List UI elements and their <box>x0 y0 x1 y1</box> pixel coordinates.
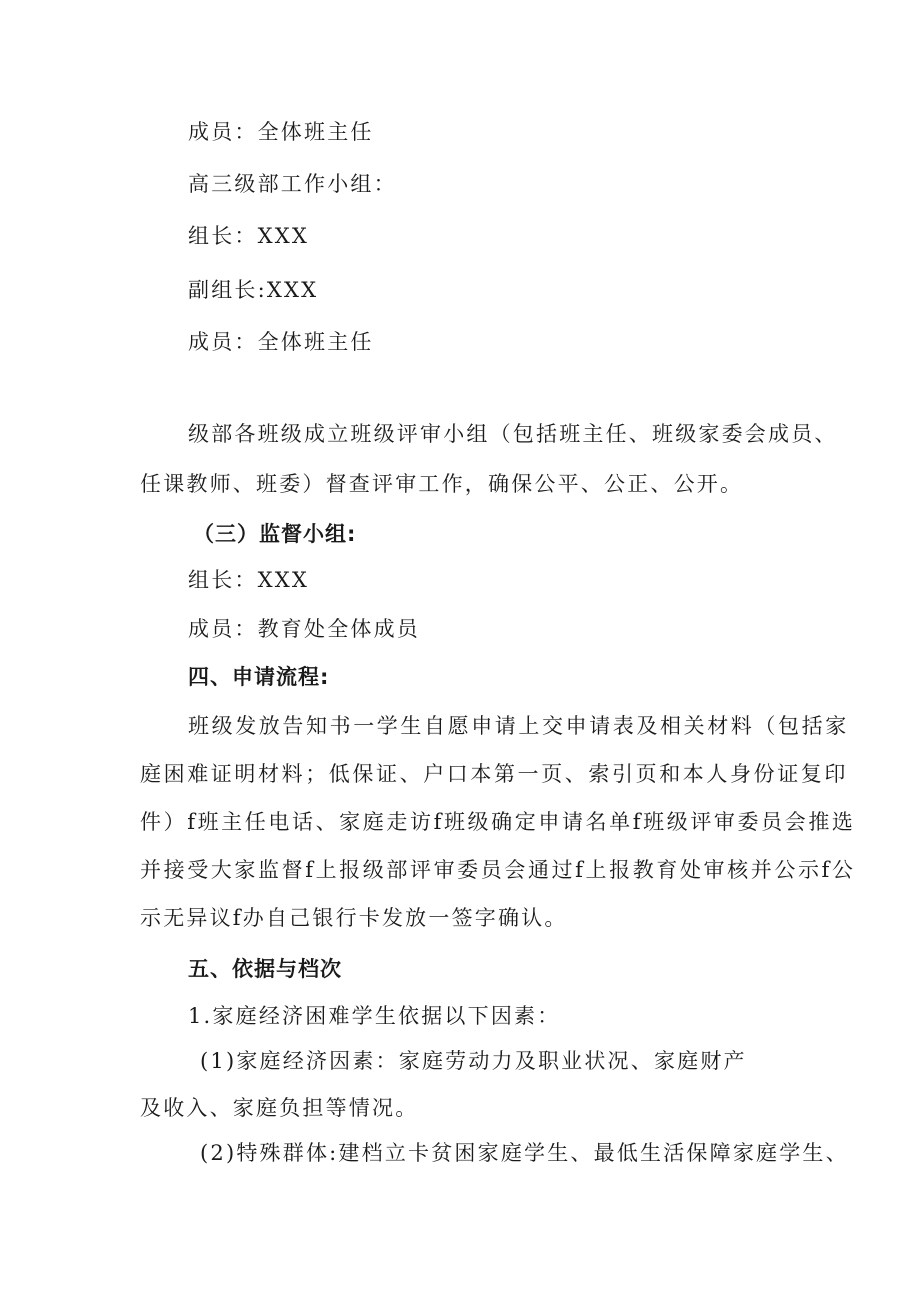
paragraph-line: 1.家庭经济困难学生依据以下因素： <box>188 1004 561 1028</box>
senior-three-group-heading: 高三级部工作小组： <box>188 172 397 196</box>
section-heading-application: 四、申请流程: <box>188 665 330 689</box>
leader-line: 组长：XXX <box>188 568 310 592</box>
paragraph-line: 件）f班主任电话、家庭走访f班级确定申请名单f班级评审委员会推选 <box>140 810 856 834</box>
paragraph-line: 并接受大家监督f上报级部评审委员会通过f上报教育处审核并公示f公 <box>140 858 856 882</box>
paragraph-line: 示无异议f办自己银行卡发放一签字确认。 <box>140 906 568 930</box>
paragraph-line: 级部各班级成立班级评审小组（包括班主任、班级家委会成员、 <box>188 422 838 446</box>
member-line: 成员：全体班主任 <box>188 330 374 354</box>
member-line: 成员：教育处全体成员 <box>188 617 420 641</box>
paragraph-line: 庭困难证明材料；低保证、户口本第一页、索引页和本人身份证复印 <box>140 762 848 786</box>
member-line: 成员：全体班主任 <box>188 120 374 144</box>
supervision-group-heading: （三）监督小组: <box>193 522 357 546</box>
section-heading-basis: 五、依据与档次 <box>188 957 342 981</box>
paragraph-line: 班级发放告知书一学生自愿申请上交申请表及相关材料（包括家 <box>188 714 849 738</box>
paragraph-line: (1)家庭经济因素：家庭劳动力及职业状况、家庭财产 <box>200 1049 747 1073</box>
paragraph-line: (2)特殊群体:建档立卡贫困家庭学生、最低生活保障家庭学生、 <box>200 1141 849 1165</box>
deputy-leader-line: 副组长:XXX <box>188 278 319 302</box>
paragraph-line: 及收入、家庭负担等情况。 <box>140 1096 419 1120</box>
leader-line: 组长：XXX <box>188 224 310 248</box>
paragraph-line: 任课教师、班委）督查评审工作，确保公平、公正、公开。 <box>140 472 744 496</box>
